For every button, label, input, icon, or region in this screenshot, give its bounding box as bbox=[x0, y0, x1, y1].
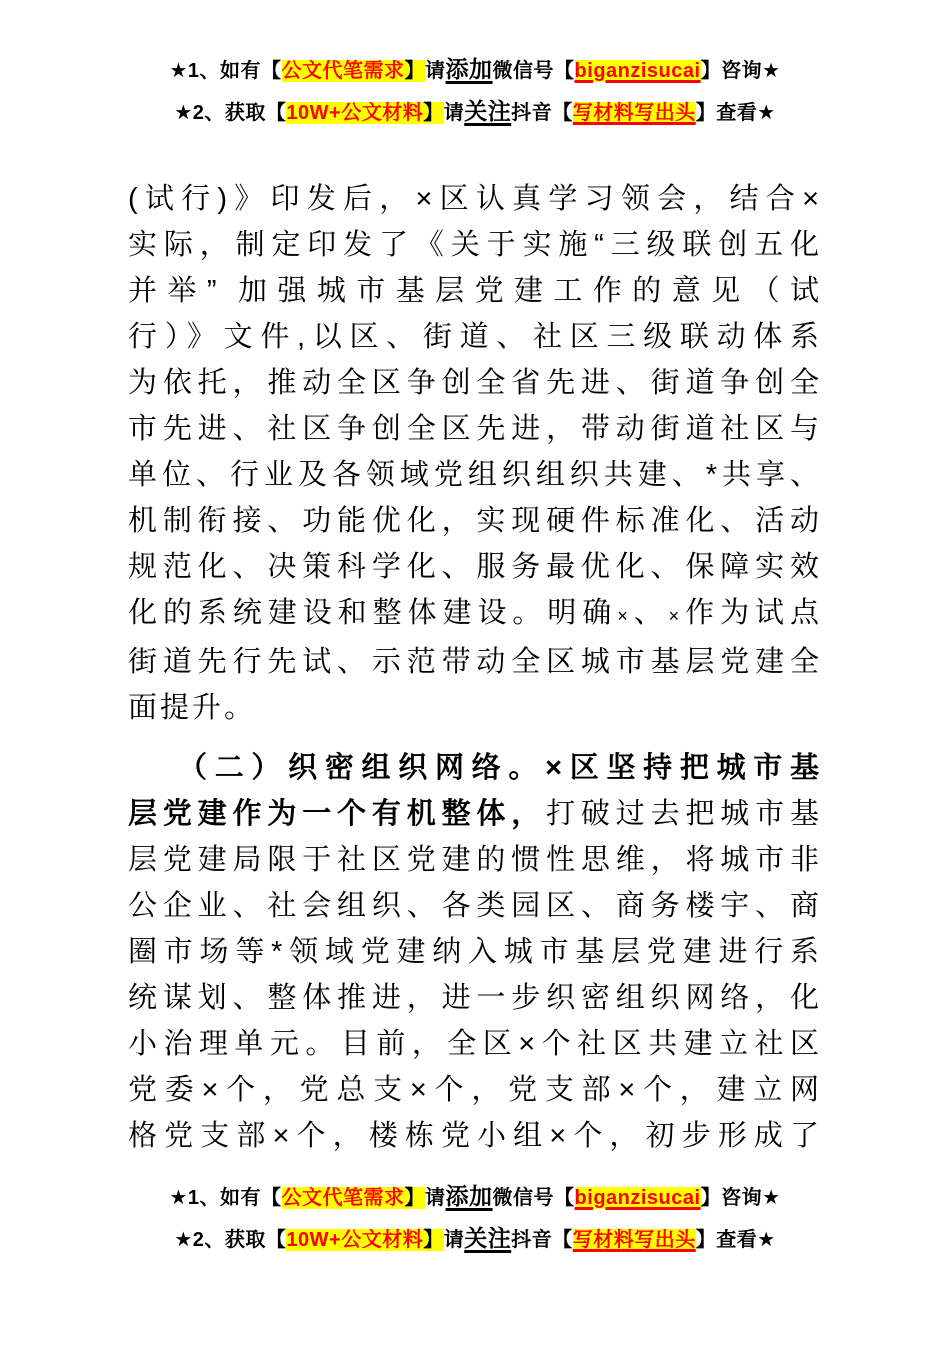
document-body bbox=[128, 176, 822, 1159]
body-text-segment: 公企业、社会组织、各类园区、商务楼宇、商 bbox=[128, 890, 822, 922]
body-text-segment: (试行)》印发后，×区认真学习领会，结合× bbox=[128, 183, 822, 215]
promo-segment: ★1、如有【 bbox=[169, 60, 282, 82]
promo-segment: 】咨询★ bbox=[700, 60, 781, 82]
body-text-segment: 圈市场等*领域党建纳入城市基层党建进行系 bbox=[128, 936, 822, 968]
promo-segment: biganzisucai bbox=[574, 1187, 701, 1209]
promo-segment: 写材料写出头 bbox=[572, 102, 696, 124]
promo-segment: 微信号【 bbox=[492, 1187, 575, 1209]
promo-segment: 公文代笔需求 bbox=[281, 1187, 405, 1209]
body-text-segment: 为依托，推动全区争创全省先进、街道争创全 bbox=[128, 367, 822, 399]
promo-segment: 】 bbox=[404, 1187, 426, 1209]
promo-line-2 bbox=[0, 1225, 950, 1253]
promo-segment: 添加 bbox=[445, 1183, 493, 1209]
body-line bbox=[128, 975, 822, 1021]
promo-segment: 请 bbox=[443, 102, 465, 124]
body-line bbox=[128, 452, 822, 498]
promo-segment: 请 bbox=[425, 60, 446, 82]
body-text-segment: 实际，制定印发了《关于实施“三级联创五化 bbox=[128, 229, 822, 261]
promo-segment: ★1、如有【 bbox=[169, 1187, 282, 1209]
body-text-segment: 面提升。 bbox=[128, 692, 257, 724]
promo-header bbox=[0, 56, 950, 126]
promo-segment: 请 bbox=[425, 1187, 446, 1209]
promo-segment: 抖音【 bbox=[511, 102, 573, 124]
promo-segment: 】 bbox=[423, 1229, 444, 1251]
body-text-segment: 行）》文件,以区、街道、社区三级联动体系 bbox=[128, 321, 822, 353]
body-text-segment: 层党建作为一个有机整体， bbox=[128, 798, 547, 830]
body-text-segment: 小治理单元。目前，全区×个社区共建立社区 bbox=[128, 1028, 822, 1060]
body-line bbox=[128, 639, 822, 685]
promo-segment: 关注 bbox=[464, 1225, 512, 1251]
body-line bbox=[128, 1021, 822, 1067]
body-line bbox=[128, 360, 822, 406]
promo-segment: 10W+公文材料 bbox=[286, 102, 424, 124]
promo-segment: 】 bbox=[423, 102, 444, 124]
body-text-segment: 街道先行先试、示范带动全区城市基层党建全 bbox=[128, 646, 822, 678]
body-line bbox=[128, 929, 822, 975]
body-line bbox=[128, 498, 822, 544]
promo-segment: biganzisucai bbox=[574, 60, 701, 82]
promo-segment: ★2、获取【 bbox=[174, 1229, 287, 1251]
body-line bbox=[128, 745, 822, 791]
paragraph-2 bbox=[128, 745, 822, 1159]
promo-segment: 抖音【 bbox=[511, 1229, 573, 1251]
body-text-segment: 层党建局限于社区党建的惯性思维，将城市非 bbox=[128, 844, 822, 876]
body-line bbox=[128, 176, 822, 222]
promo-segment: 微信号【 bbox=[492, 60, 575, 82]
promo-segment: 请 bbox=[443, 1229, 465, 1251]
promo-segment: 】 bbox=[404, 60, 426, 82]
body-line bbox=[128, 406, 822, 452]
body-line bbox=[128, 544, 822, 590]
body-text-segment: 规范化、决策科学化、服务最优化、保障实效 bbox=[128, 551, 822, 583]
promo-segment: 】查看★ bbox=[695, 1229, 776, 1251]
promo-segment: 】查看★ bbox=[695, 102, 776, 124]
paragraph-1 bbox=[128, 176, 822, 731]
promo-segment: 公文代笔需求 bbox=[281, 60, 405, 82]
body-line bbox=[128, 883, 822, 929]
body-text-segment: 机制衔接、功能优化，实现硬件标准化、活动 bbox=[128, 505, 822, 537]
body-line bbox=[128, 314, 822, 360]
body-line bbox=[128, 222, 822, 268]
promo-segment: 添加 bbox=[445, 56, 493, 82]
body-line bbox=[128, 837, 822, 883]
body-line bbox=[128, 791, 822, 837]
promo-segment: 10W+公文材料 bbox=[286, 1229, 424, 1251]
promo-line-1 bbox=[0, 56, 950, 84]
body-text-segment: 、 bbox=[630, 597, 669, 629]
body-text-segment: 统谋划、整体推进，进一步织密组织网络，化 bbox=[128, 982, 822, 1014]
promo-segment: 写材料写出头 bbox=[572, 1229, 696, 1251]
promo-line-2 bbox=[0, 98, 950, 126]
body-text-segment: 市先进、社区争创全区先进，带动街道社区与 bbox=[128, 413, 822, 445]
body-text-segment: 单位、行业及各领域党组织组织共建、*共享、 bbox=[128, 459, 822, 491]
promo-footer bbox=[0, 1183, 950, 1253]
promo-segment: ★2、获取【 bbox=[174, 102, 287, 124]
body-text-segment: × bbox=[617, 606, 631, 626]
promo-line-1 bbox=[0, 1183, 950, 1211]
body-text-segment: （二）织密组织网络。×区坚持把城市基 bbox=[178, 752, 822, 784]
body-line bbox=[128, 1113, 822, 1159]
body-text-segment: × bbox=[668, 606, 683, 626]
body-text-segment: 格党支部×个，楼栋党小组×个，初步形成了 bbox=[128, 1120, 822, 1152]
promo-segment: 关注 bbox=[464, 98, 512, 124]
body-text-segment: 打破过去把城市基 bbox=[546, 798, 822, 830]
promo-segment: 】咨询★ bbox=[700, 1187, 781, 1209]
body-line bbox=[128, 685, 822, 731]
body-line bbox=[128, 1067, 822, 1113]
body-line bbox=[128, 268, 822, 314]
body-text-segment: 并举” 加强城市基层党建工作的意见（试 bbox=[128, 275, 822, 307]
body-line bbox=[128, 590, 822, 639]
body-text-segment: 化的系统建设和整体建设。明确 bbox=[128, 597, 618, 629]
body-text-segment: 党委×个，党总支×个，党支部×个，建立网 bbox=[128, 1074, 822, 1106]
body-text-segment: 作为试点 bbox=[682, 597, 822, 629]
